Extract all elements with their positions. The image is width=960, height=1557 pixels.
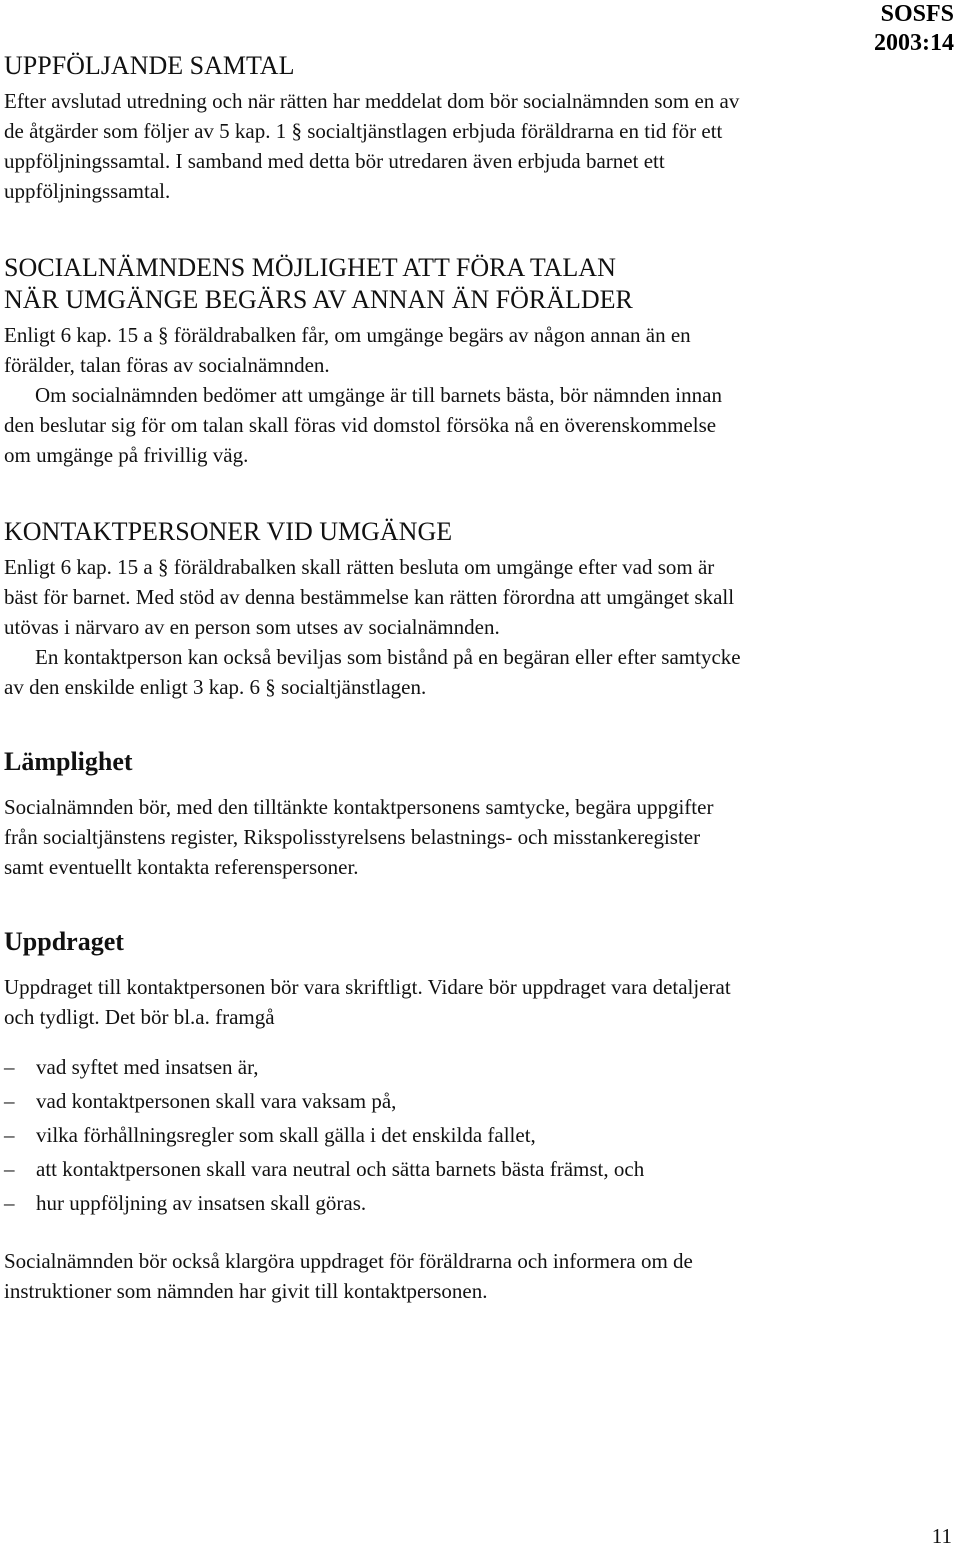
- dash-list: [4, 1050, 744, 1220]
- section-heading-line: NÄR UMGÄNGE BEGÄRS AV ANNAN ÄN FÖRÄLDER: [4, 285, 633, 314]
- section-paragraph: Om socialnämnden bedömer att umgänge är till barnets bästa, bör nämnden innan den beslutar sig för om talan skall föras vid domstol försöka nå en överenskommelse om umgänge på frivillig väg.: [4, 383, 722, 467]
- section-uppdraget: [4, 926, 744, 1306]
- section-heading: UPPFÖLJANDE SAMTAL: [4, 51, 295, 80]
- section-heading-line: SOCIALNÄMNDENS MÖJLIGHET ATT FÖRA TALAN: [4, 253, 616, 282]
- dash-marker: –: [4, 1157, 15, 1181]
- section-paragraph: Socialnämnden bör också klargöra uppdraget för föräldrarna och informera om de instruktioner som nämnden har givit till kontaktpersonen.: [4, 1249, 693, 1303]
- list-item-text: vad kontaktpersonen skall vara vaksam på,: [36, 1089, 397, 1113]
- section-paragraph: Enligt 6 kap. 15 a § föräldrabalken skall rätten besluta om umgänge efter vad som är bäst för barnet. Med stöd av denna bestämmelse kan rätten förordna att umgänget skall utövas i närvaro av en person som utses av socialnämnden.: [4, 555, 735, 639]
- section-uppfoljande-samtal: [4, 50, 744, 206]
- list-item: [4, 1118, 744, 1152]
- dash-marker: –: [4, 1089, 15, 1113]
- list-item-text: vilka förhållningsregler som skall gälla i det enskilda fallet,: [36, 1123, 536, 1147]
- dash-marker: –: [4, 1055, 15, 1079]
- list-item-text: vad syftet med insatsen är,: [36, 1055, 259, 1079]
- section-paragraph: Enligt 6 kap. 15 a § föräldrabalken får, om umgänge begärs av någon annan än en förälder, talan föras av socialnämnden.: [4, 323, 691, 377]
- document-code: [874, 0, 954, 58]
- section-socialnamndens-mojlighet: [4, 252, 744, 470]
- section-paragraph: En kontaktperson kan också beviljas som bistånd på en begäran eller efter samtycke av den enskilde enligt 3 kap. 6 § socialtjänstlagen.: [4, 645, 741, 699]
- main-content: [4, 50, 744, 1306]
- subsection-heading: Uppdraget: [4, 927, 124, 956]
- section-kontaktpersoner: [4, 516, 744, 702]
- dash-marker: –: [4, 1191, 15, 1215]
- dash-marker: –: [4, 1123, 15, 1147]
- list-item: [4, 1186, 744, 1220]
- list-item-text: hur uppföljning av insatsen skall göras.: [36, 1191, 367, 1215]
- section-paragraph: Uppdraget till kontaktpersonen bör vara skriftligt. Vidare bör uppdraget vara detaljerat och tydligt. Det bör bl.a. framgå: [4, 975, 731, 1029]
- section-lamplighet: [4, 746, 744, 882]
- document-code-series: SOSFS: [880, 1, 954, 27]
- list-item-text: att kontaktpersonen skall vara neutral och sätta barnets bästa främst, och: [36, 1157, 645, 1181]
- page-number: 11: [931, 1524, 952, 1548]
- document-code-number: 2003:14: [874, 30, 954, 56]
- list-item: [4, 1084, 744, 1118]
- section-heading: [4, 252, 744, 316]
- list-item: [4, 1152, 744, 1186]
- list-item: [4, 1050, 744, 1084]
- section-heading: KONTAKTPERSONER VID UMGÄNGE: [4, 517, 453, 546]
- section-paragraph: Efter avslutad utredning och när rätten har meddelat dom bör socialnämnden som en av de åtgärder som följer av 5 kap. 1 § socialtjänstlagen erbjuda föräldrarna en tid för ett uppföljningssamtal. I samband med detta bör utredaren även erbjuda barnet ett uppföljningssamtal.: [4, 89, 740, 203]
- section-paragraph: Socialnämnden bör, med den tilltänkte kontaktpersonens samtycke, begära uppgifter från socialtjänstens register, Rikspolisstyrelsens belastnings- och misstankeregister samt eventuellt kontakta referenspersoner.: [4, 795, 714, 879]
- subsection-heading: Lämplighet: [4, 747, 133, 776]
